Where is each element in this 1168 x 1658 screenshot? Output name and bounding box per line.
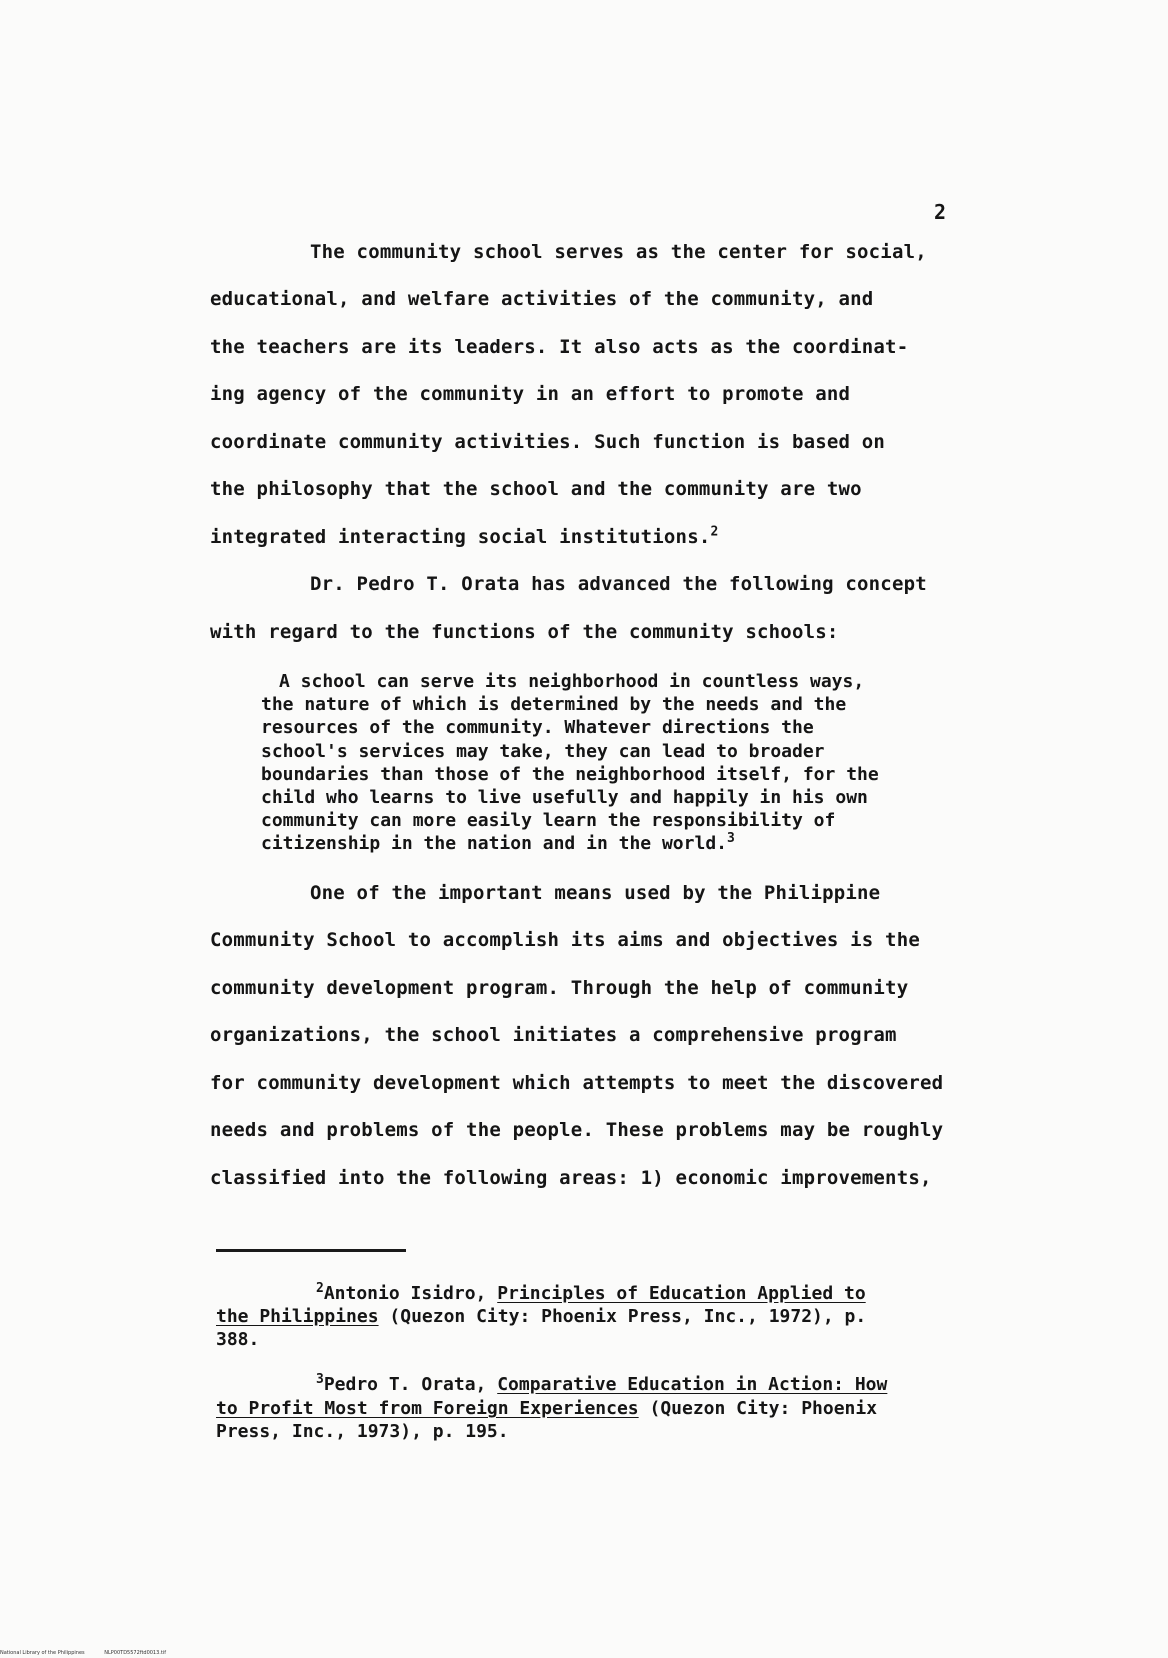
paragraph-3-line-1: One of the important means used by the Philippine [310, 882, 881, 904]
paragraph-3-line-7: classified into the following areas: 1) economic improvements, [210, 1167, 932, 1189]
footnote-3-line-3: Press, Inc., 1973), p. 195. [216, 1421, 509, 1442]
footnote-2-line-1 [316, 1283, 866, 1304]
footnote-rule [216, 1249, 406, 1252]
paragraph-1-line-7 [210, 526, 719, 548]
paragraph-1-line-2: educational, and welfare activities of the community, and [210, 288, 874, 310]
footnote-ref-3: 3 [727, 831, 735, 846]
quote-line-4: school's services may take, they can lead to broader [261, 741, 825, 762]
paragraph-1-line-6: the philosophy that the school and the community are two [210, 478, 862, 500]
paragraph-1-line-1: The community school serves as the center for social, [310, 241, 927, 263]
footnote-3-author: Pedro T. Orata, [323, 1374, 498, 1395]
footnote-2-rest-a: (Quezon City: Phoenix Press, Inc., 1972), p. [378, 1306, 867, 1327]
paragraph-3-line-4: organizations, the school initiates a comprehensive program [210, 1024, 897, 1046]
footnote-3-line-2 [216, 1398, 877, 1419]
footnote-3-number: 3 [316, 1372, 324, 1387]
footnote-2-title-b: the Philippines [216, 1306, 379, 1327]
paragraph-1-line-7-text: integrated interacting social institutions. [210, 526, 711, 548]
paragraph-1-line-5: coordinate community activities. Such function is based on [210, 431, 886, 453]
quote-line-5: boundaries than those of the neighborhood itself, for the [261, 764, 879, 785]
quote-line-8 [261, 833, 735, 855]
quote-line-2: the nature of which is determined by the needs and the [261, 694, 847, 715]
footnote-2-line-2 [216, 1306, 866, 1327]
quote-line-8-text: citizenship in the nation and in the world. [261, 833, 727, 854]
quote-line-6: child who learns to live usefully and happily in his own [261, 787, 868, 808]
paragraph-1-line-4: ing agency of the community in an effort to promote and [210, 383, 851, 405]
footnote-2-line-3: 388. [216, 1329, 260, 1350]
footnote-ref-2: 2 [710, 524, 719, 540]
scan-footer [0, 1650, 184, 1656]
footnote-2-author: Antonio Isidro, [323, 1283, 498, 1304]
paragraph-2-line-1: Dr. Pedro T. Orata has advanced the following concept [310, 573, 927, 595]
paragraph-3-line-2: Community School to accomplish its aims and objectives is the [210, 929, 920, 951]
page-number: 2 [934, 200, 947, 224]
quote-line-1: A school can serve its neighborhood in countless ways, [279, 671, 865, 692]
paragraph-2-line-2: with regard to the functions of the community schools: [210, 621, 839, 643]
paragraph-3-line-3: community development program. Through the help of community [210, 977, 909, 999]
footer-file: NLP00TD5572ftd0013.tif [104, 1650, 166, 1656]
paragraph-3-line-6: needs and problems of the people. These problems may be roughly [210, 1119, 944, 1141]
footer-library: National Library of the Philippines [0, 1650, 85, 1656]
footnote-2-title-a: Principles of Education Applied to [497, 1283, 866, 1304]
paragraph-1-line-3: the teachers are its leaders. It also acts as the coordinat- [210, 336, 909, 358]
footnote-2-number: 2 [316, 1281, 324, 1296]
paragraph-3-line-5: for community development which attempts to meet the discovered [210, 1072, 944, 1094]
footnote-3-rest-a: (Quezon City: Phoenix [638, 1398, 878, 1419]
footnote-3-line-1 [316, 1374, 887, 1395]
quote-line-7: community can more easily learn the responsibility of [261, 810, 836, 831]
footnote-3-title-b: to Profit Most from Foreign Experiences [216, 1398, 639, 1419]
footnote-3-title-a: Comparative Education in Action: How [497, 1374, 888, 1395]
quote-line-3: resources of the community. Whatever directions the [261, 717, 814, 738]
